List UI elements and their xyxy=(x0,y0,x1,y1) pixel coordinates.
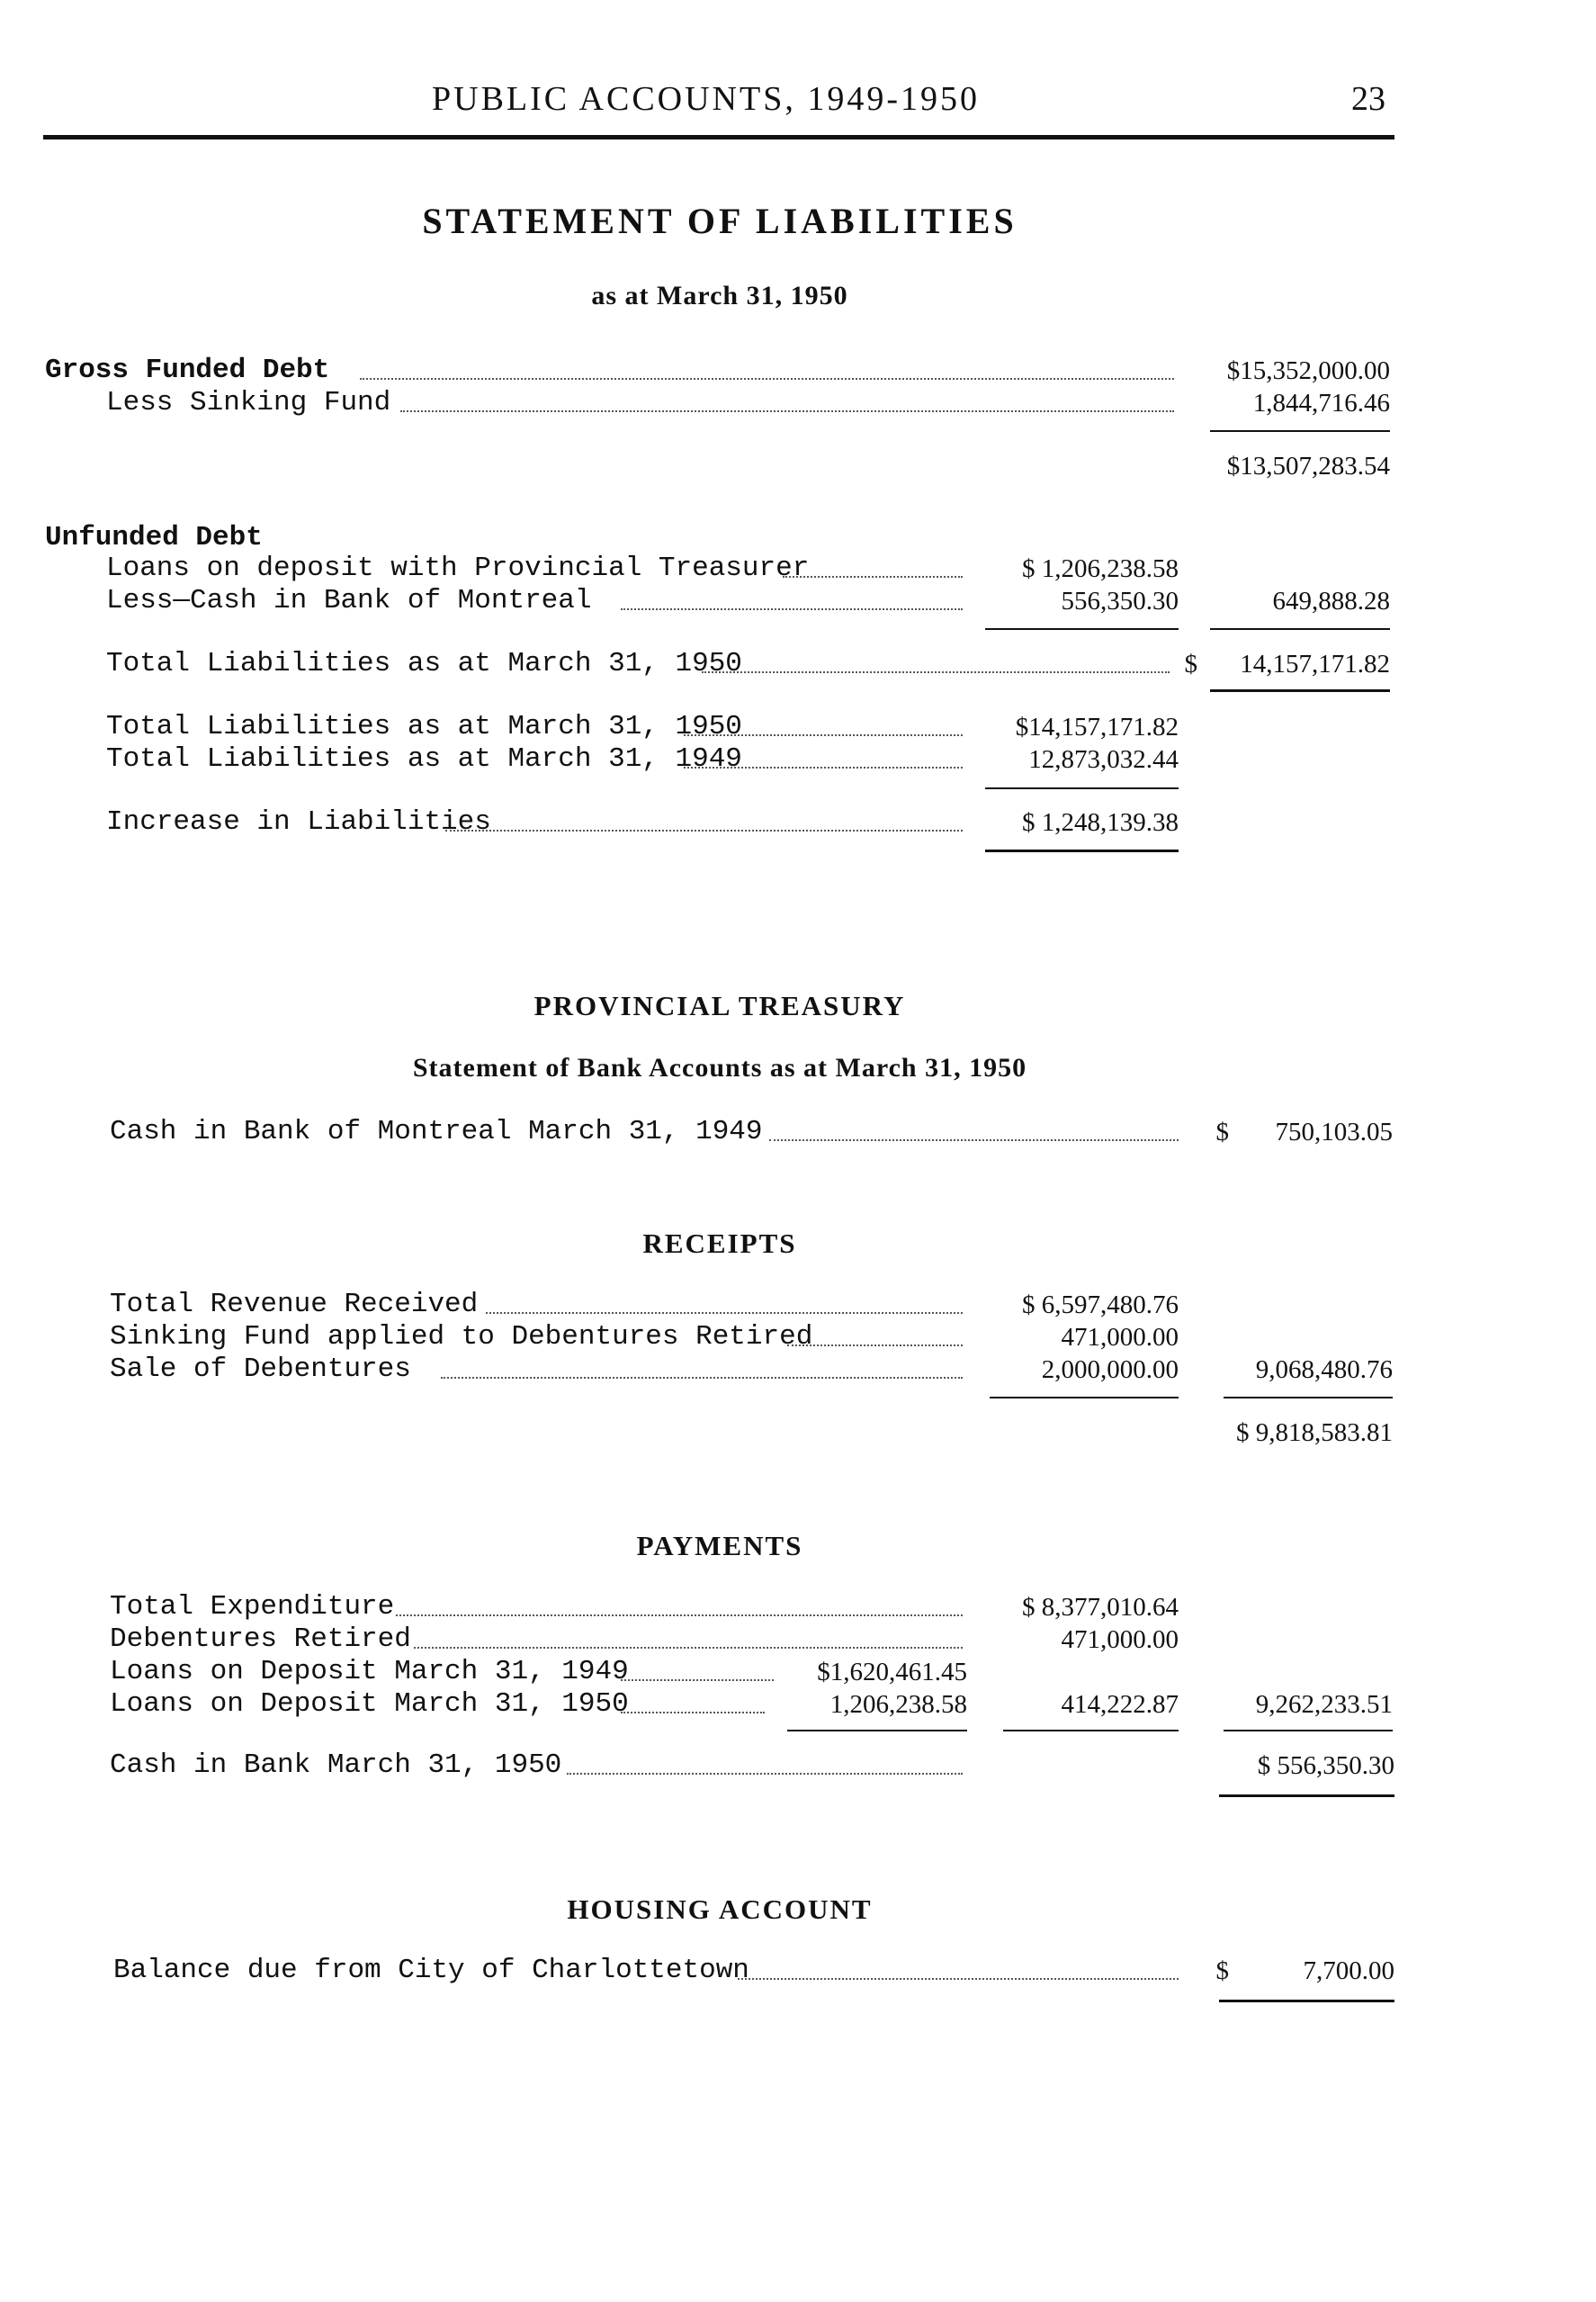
total-rule xyxy=(1210,689,1390,692)
leader-dots xyxy=(360,376,1174,380)
sale-of-debentures-amount: 2,000,000.00 xyxy=(1041,1355,1179,1384)
total-liabilities-currency: $ xyxy=(1184,650,1197,679)
opening-cash-currency: $ xyxy=(1215,1118,1229,1147)
debentures-retired-label: Debentures Retired xyxy=(110,1623,411,1655)
subtotal-rule xyxy=(1003,1730,1179,1731)
increase-amount: $ 1,248,139.38 xyxy=(1022,808,1179,837)
subtotal-rule xyxy=(787,1730,967,1731)
treasury-title: PROVINCIAL TREASURY xyxy=(533,990,906,1021)
total-rule xyxy=(1219,1794,1394,1797)
receipts-grand-total: $ 9,818,583.81 xyxy=(1236,1418,1393,1447)
leader-dots xyxy=(621,1710,765,1713)
net-funded-debt-amount: $13,507,283.54 xyxy=(1226,452,1390,481)
leader-dots xyxy=(769,1138,1179,1141)
revenue-label: Total Revenue Received xyxy=(110,1289,479,1320)
sinking-fund-applied-amount: 471,000.00 xyxy=(1061,1323,1179,1352)
leader-dots xyxy=(567,1771,963,1775)
loans-on-deposit-label: Loans on deposit with Provincial Treasurer xyxy=(106,553,810,584)
unfunded-net-amount: 649,888.28 xyxy=(1272,587,1390,616)
leader-dots xyxy=(783,574,963,578)
closing-cash-amount: $ 556,350.30 xyxy=(1257,1751,1394,1780)
housing-balance-label: Balance due from City of Charlottetown xyxy=(113,1955,749,1986)
total-expenditure-label: Total Expenditure xyxy=(110,1591,395,1623)
liabilities-subtitle: as at March 31, 1950 xyxy=(591,281,848,310)
subtotal-rule xyxy=(990,1397,1179,1398)
running-header xyxy=(0,79,1596,124)
leader-dots xyxy=(684,765,963,769)
leader-dots xyxy=(400,409,1174,412)
leader-dots xyxy=(738,1976,1179,1980)
leader-dots xyxy=(787,1343,963,1346)
subtotal-rule xyxy=(985,628,1179,630)
housing-balance-currency: $ xyxy=(1215,1956,1229,1985)
loans-net-amount: 414,222.87 xyxy=(1061,1690,1179,1719)
sale-of-debentures-label: Sale of Debentures xyxy=(110,1353,411,1385)
less-sinking-fund-amount: 1,844,716.46 xyxy=(1252,389,1390,418)
loans-1950-amount: 1,206,238.58 xyxy=(829,1690,967,1719)
payments-title: PAYMENTS xyxy=(636,1530,803,1561)
total-rule xyxy=(1219,2000,1394,2002)
leader-dots xyxy=(445,828,963,832)
page-number: 23 xyxy=(1351,80,1385,118)
total-expenditure-amount: $ 8,377,010.64 xyxy=(1022,1593,1179,1622)
opening-cash-amount: 750,103.05 xyxy=(1275,1118,1393,1147)
loans-1949-amount: $1,620,461.45 xyxy=(817,1658,967,1686)
header-title: PUBLIC ACCOUNTS, 1949-1950 xyxy=(432,80,980,118)
subtotal-rule xyxy=(1210,628,1390,630)
housing-balance-amount: 7,700.00 xyxy=(1303,1956,1394,1985)
loans-on-deposit-amount: $ 1,206,238.58 xyxy=(1022,554,1179,583)
leader-dots xyxy=(684,733,963,736)
leader-dots xyxy=(486,1310,963,1314)
loans-1949-label: Loans on Deposit March 31, 1949 xyxy=(110,1656,629,1687)
gross-funded-debt-amount: $15,352,000.00 xyxy=(1226,356,1390,385)
total-rule xyxy=(985,850,1179,852)
subtotal-rule xyxy=(1224,1397,1393,1398)
leader-dots xyxy=(396,1613,963,1616)
total-liabilities-1950-amount: $14,157,171.82 xyxy=(1015,713,1179,742)
payments-total-amount: 9,262,233.51 xyxy=(1255,1690,1393,1719)
less-sinking-fund-label: Less Sinking Fund xyxy=(106,387,391,418)
total-liabilities-1949-amount: 12,873,032.44 xyxy=(1028,745,1179,774)
total-liabilities-amount: 14,157,171.82 xyxy=(1240,650,1390,679)
opening-cash-label: Cash in Bank of Montreal March 31, 1949 xyxy=(110,1116,763,1147)
less-cash-label: Less—Cash in Bank of Montreal xyxy=(106,585,592,616)
loans-1950-label: Loans on Deposit March 31, 1950 xyxy=(110,1688,629,1720)
subtotal-rule xyxy=(1210,430,1390,432)
receipts-title: RECEIPTS xyxy=(642,1227,797,1259)
closing-cash-label: Cash in Bank March 31, 1950 xyxy=(110,1749,562,1781)
total-liabilities-label: Total Liabilities as at March 31, 1950 xyxy=(106,648,742,679)
leader-dots xyxy=(414,1645,963,1649)
unfunded-debt-heading: Unfunded Debt xyxy=(45,522,263,553)
gross-funded-debt-label: Gross Funded Debt xyxy=(45,355,330,386)
leader-dots xyxy=(621,607,963,610)
header-rule xyxy=(43,135,1394,139)
subtotal-rule xyxy=(985,787,1179,789)
debentures-retired-amount: 471,000.00 xyxy=(1061,1625,1179,1654)
leader-dots xyxy=(441,1375,963,1379)
receipts-total-amount: 9,068,480.76 xyxy=(1255,1355,1393,1384)
treasury-subtitle: Statement of Bank Accounts as at March 31, 1950 xyxy=(412,1053,1027,1083)
housing-title: HOUSING ACCOUNT xyxy=(567,1893,873,1925)
total-liabilities-1950-label: Total Liabilities as at March 31, 1950 xyxy=(106,711,742,742)
subtotal-rule xyxy=(1224,1730,1393,1731)
sinking-fund-applied-label: Sinking Fund applied to Debentures Retired xyxy=(110,1321,813,1353)
liabilities-title: STATEMENT OF LIABILITIES xyxy=(422,201,1018,241)
increase-label: Increase in Liabilities xyxy=(106,806,491,838)
leader-dots xyxy=(621,1677,774,1681)
less-cash-amount: 556,350.30 xyxy=(1061,587,1179,616)
revenue-amount: $ 6,597,480.76 xyxy=(1022,1290,1179,1319)
leader-dots xyxy=(702,670,1170,673)
total-liabilities-1949-label: Total Liabilities as at March 31, 1949 xyxy=(106,743,742,775)
